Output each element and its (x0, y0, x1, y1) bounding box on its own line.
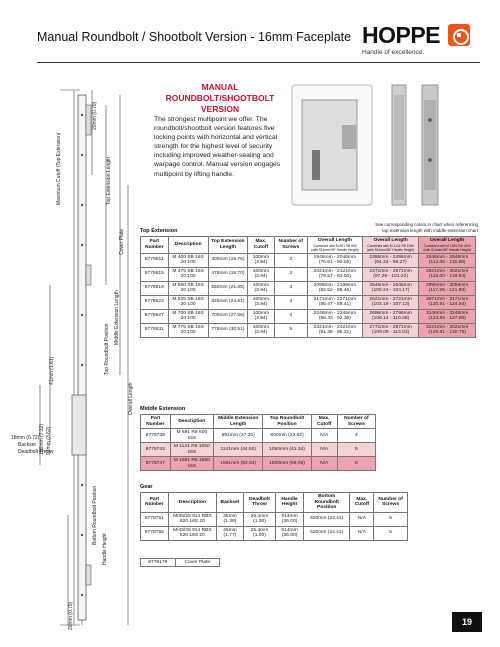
table-cell: M 775 SB 16S 20 100 (168, 323, 208, 337)
table-cell: 2396mm - 2496mm (94.33 - 98.27) (362, 253, 418, 267)
header-sub: Combined with M 1591 R8 1500 (with 914mm/36" Handle Height) (423, 243, 471, 252)
table-cell: 5 (274, 323, 307, 337)
table-cell: 1591mm (62.64) (213, 457, 263, 471)
table-cell: 2546mm - 2646mm (100.24 - 104.17) (362, 281, 418, 295)
top-extension-table (140, 236, 476, 338)
table-header: Part Number (141, 493, 169, 513)
table-cell: 2996mm - 3096mm (117.95 - 121.89) (419, 281, 476, 295)
table-cell: 100mm (3.94) (248, 309, 275, 323)
header-main: Overall Length (430, 237, 465, 243)
table-cell: 100mm (3.94) (248, 253, 275, 267)
cover-plate-label: Cover Plate (119, 228, 125, 255)
cover-plate-table (140, 558, 220, 567)
table-row (141, 443, 376, 457)
table-cell: Cover Plate (175, 559, 219, 567)
table-cell: M 1141 R8 1050 16S (170, 443, 213, 457)
table-cell: 1050mm (41.34) (263, 443, 311, 457)
table-cell: N/A (350, 526, 374, 540)
table-header: Part Number (141, 237, 169, 254)
table-cell: 45mm (1.77) (217, 526, 244, 540)
gear-label: Gear (140, 484, 153, 490)
table-cell: 100mm (3.94) (248, 281, 275, 295)
dim-186mm-label: 186mm (7.32) (39, 423, 45, 455)
multipoint-lock-diagram (10, 85, 138, 640)
table-cell: 1946mm - 2046mm (76.61 - 80.55) (307, 253, 362, 267)
dim-18mm-label: 18mm (0.72) (11, 435, 40, 441)
overall-length-label: Overall Length (128, 382, 134, 415)
table-cell: M 1591 R8 1500 16S (170, 457, 213, 471)
page-title: Manual Roundbolt / Shootbolt Version - 16mm Faceplate (37, 30, 352, 44)
product-photo (282, 80, 472, 210)
dim-92mm-label: 92mm (3.62) (46, 426, 52, 455)
table-cell: 8779179 (141, 559, 176, 567)
table-header: Middle Extension Length (213, 415, 263, 429)
table-cell: 35mm (1.38) (217, 512, 244, 526)
color-reference-note-line-2: top extension length with middle extension chart (382, 228, 478, 233)
table-cell: N/A (311, 457, 337, 471)
table-cell: 2621mm - 2721mm (103.19 - 107.13) (362, 295, 418, 309)
middle-extension-length-label: Middle Extension Length (114, 290, 120, 345)
table-cell: 3221mm - 3321mm (126.81 - 130.75) (419, 323, 476, 337)
table-cell: 2021mm - 2121mm (79.57 - 83.50) (307, 267, 362, 281)
page-number: 19 (452, 612, 482, 632)
table-cell: 4 (274, 281, 307, 295)
table-cell: 475mm (18.70) (208, 267, 247, 281)
table-cell: 2321mm - 2421mm (91.38 - 95.31) (307, 323, 362, 337)
intro-title-line-1: MANUAL (201, 82, 239, 92)
table-cell: 8778627 (141, 309, 169, 323)
table-cell: 3146mm - 3246mm (123.86 - 127.80) (419, 309, 476, 323)
table-cell: 691mm (27.20) (213, 429, 263, 443)
table-cell: M 550 SB 16S 20 100 (168, 281, 208, 295)
table-cell: 8 (337, 457, 375, 471)
header-main: Overall Length (373, 237, 408, 243)
table-header: Top Extension Length (208, 237, 247, 254)
table-header: Number of Screws (374, 493, 408, 513)
intro-title (150, 82, 290, 115)
table-cell: 4 (274, 309, 307, 323)
table-cell: 8778615 (141, 267, 169, 281)
table-row (141, 457, 376, 471)
brand-mark-icon (448, 24, 470, 46)
table-cell: N/A (311, 443, 337, 457)
table-row (141, 526, 408, 540)
header-sub: Combined with M 691 R8 600 (with 914mm/36" Handle Height) (311, 243, 359, 252)
table-row (141, 559, 220, 567)
intro-title-line-3: VERSION (200, 104, 240, 114)
table-cell: 5 (374, 526, 408, 540)
table-cell: 2846mm - 2946mm (112.05 - 115.98) (419, 253, 476, 267)
bottom-cutoff-label: 20mm (0.79) (68, 601, 74, 630)
table-header: Description (170, 415, 213, 429)
table-cell: 8778747 (141, 457, 171, 471)
table-header: Part Number (141, 415, 171, 429)
table-cell: 6 (337, 443, 375, 457)
table-header: Description (168, 237, 208, 254)
table-row (141, 253, 476, 267)
table-header: Deadbolt Throw (243, 493, 275, 513)
table-cell: 914mm (36.00) (276, 526, 304, 540)
table-row (141, 309, 476, 323)
table-cell: M 625 SB 16S 20 100 (168, 295, 208, 309)
table-cell: 100mm (3.94) (248, 295, 275, 309)
table-cell: 8778611 (141, 253, 169, 267)
table-cell: 3 (274, 267, 307, 281)
table-cell: 4 (274, 295, 307, 309)
table-row (141, 281, 476, 295)
table-cell: 625mm (24.61) (208, 295, 247, 309)
table-row (141, 267, 476, 281)
table-cell: 8778751 (141, 512, 169, 526)
table-header: Backset (217, 493, 244, 513)
table-header: Max. Cutoff (248, 237, 275, 254)
brand-wordmark: HOPPE (362, 22, 441, 48)
table-cell: 620mm (24.41) (304, 512, 350, 526)
table-cell: 25.4mm (1.00) (243, 512, 275, 526)
brand-logo (362, 22, 472, 56)
table-header (362, 237, 418, 254)
table-cell: 2471mm - 2571mm (97.28 - 101.22) (362, 267, 418, 281)
table-cell: M 691 R8 600 16S (170, 429, 213, 443)
table-cell: 100mm (3.94) (248, 323, 275, 337)
table-header (307, 237, 362, 254)
table-cell: 2771mm - 2871mm (109.09 - 113.03) (362, 323, 418, 337)
top-extension-length-label: Top Extension Length (106, 156, 112, 205)
table-cell: N/A (350, 512, 374, 526)
intro-description: The strongest multipoint we offer. The roundbolt/shootbolt version features five locking points with horizontal and vertical strength for the highest level of security including improved weather-sealing and warpage control. Manual version engages multipoint by lifting handle. (154, 116, 281, 178)
backset-label: Backset (18, 442, 36, 448)
table-cell: 8778631 (141, 323, 169, 337)
table-header: Number of Screws (274, 237, 307, 254)
table-row (141, 295, 476, 309)
bottom-roundbolt-position-label: Bottom Roundbolt Position (92, 485, 98, 545)
table-cell: M 475 SB 16S 20 100 (168, 267, 208, 281)
table-cell: 8778619 (141, 281, 169, 295)
table-cell: 400mm (15.75) (208, 253, 247, 267)
table-cell: M/45/25 914 RBS 620 16S 20 (168, 526, 216, 540)
table-cell: N/A (311, 429, 337, 443)
maximum-cutoff-label: Maximum Cutoff (Top Extension) (56, 132, 62, 205)
table-cell: 620mm (24.41) (304, 526, 350, 540)
table-cell: 2096mm - 2196mm (82.52 - 86.46) (307, 281, 362, 295)
table-row (141, 323, 476, 337)
table-cell: 8778743 (141, 443, 171, 457)
brand-tagline: Handle of excellence. (362, 49, 425, 56)
handle-height-label: Handle Height (102, 533, 108, 565)
table-cell: 4 (337, 429, 375, 443)
table-row (141, 512, 408, 526)
table-cell: 100mm (3.94) (248, 267, 275, 281)
table-cell: 3 (274, 253, 307, 267)
table-header: Max. Cutoff (311, 415, 337, 429)
header-divider (37, 62, 480, 63)
table-header: Bottom Roundbolt Position (304, 493, 350, 513)
dim-41mm-label: 41mm (1.61) (49, 356, 55, 385)
table-cell: 2171mm - 2271mm (85.47 - 89.41) (307, 295, 362, 309)
table-row (141, 429, 376, 443)
table-cell: 2246mm - 2346mm (88.43 - 92.36) (307, 309, 362, 323)
table-header: Description (168, 493, 216, 513)
table-cell: M/35/25 914 RBS 620 16S 20 (168, 512, 216, 526)
table-cell: 914mm (36.00) (276, 512, 304, 526)
table-cell: 8778739 (141, 429, 171, 443)
table-cell: 1500mm (59.06) (263, 457, 311, 471)
table-cell: 700mm (27.56) (208, 309, 247, 323)
header-main: Overall Length (317, 237, 352, 243)
table-cell: 8778623 (141, 295, 169, 309)
table-cell: 2696mm - 2796mm (106.14 - 110.08) (362, 309, 418, 323)
table-cell: 550mm (21.65) (208, 281, 247, 295)
table-header: Max. Cutoff (350, 493, 374, 513)
deadbolt-throw-label: Deadbolt Throw (18, 449, 54, 455)
table-cell: M 400 SB 16S 20 100 (168, 253, 208, 267)
table-cell: M 700 SB 16S 20 100 (168, 309, 208, 323)
color-reference-note (318, 222, 478, 234)
middle-extension-table (140, 414, 376, 471)
table-cell: 3071mm - 3171mm (120.91 - 124.84) (419, 295, 476, 309)
top-extension-label: Top Extension (140, 228, 178, 234)
gear-table (140, 492, 408, 541)
table-header: Number of Screws (337, 415, 375, 429)
table-cell: 25.4mm (1.00) (243, 526, 275, 540)
intro-title-line-2: ROUNDBOLT/SHOOTBOLT (165, 93, 275, 103)
table-cell: 5 (374, 512, 408, 526)
table-cell: 775mm (30.51) (208, 323, 247, 337)
table-cell: 1141mm (44.92) (213, 443, 263, 457)
color-reference-note-line-1: See corresponding colors in chart when referencing (375, 222, 478, 227)
top-roundbolt-position-label: Top Roundbolt Position (104, 323, 110, 375)
header-sub: Combined with M 1141 R8 1050 (with 914mm/36" Handle Height) (366, 243, 415, 252)
table-cell: 2921mm - 3021mm (115.00 - 118.94) (419, 267, 476, 281)
table-header (419, 237, 476, 254)
middle-extension-label: Middle Extension (140, 406, 186, 412)
top-cutoff-label: 20mm (0.79) (92, 101, 98, 130)
table-header: Top Roundbolt Position (263, 415, 311, 429)
table-cell: 600mm (23.62) (263, 429, 311, 443)
table-header: Handle Height (276, 493, 304, 513)
table-cell: 8778755 (141, 526, 169, 540)
